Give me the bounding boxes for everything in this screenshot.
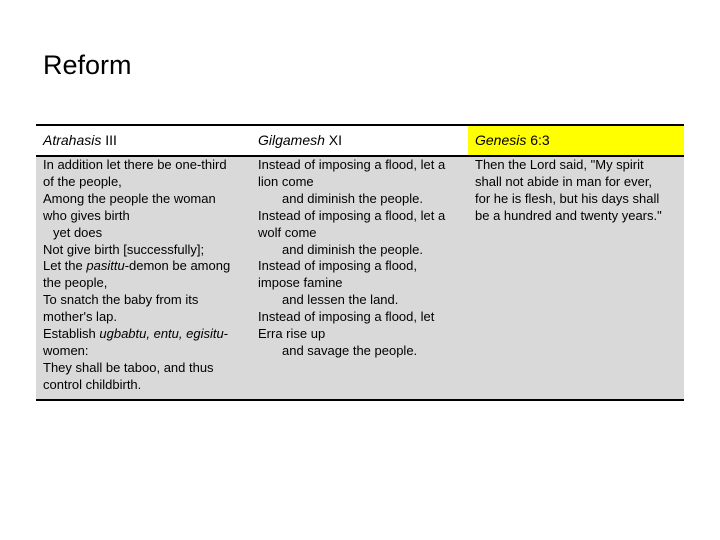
header-atrahasis xyxy=(36,126,251,155)
text-line: Then the Lord said, "My spirit xyxy=(475,157,644,172)
header-text: III xyxy=(101,132,117,148)
text-line: control childbirth. xyxy=(43,376,142,392)
header-text: XI xyxy=(324,132,343,148)
text-line xyxy=(43,258,249,275)
page-title: Reform xyxy=(43,50,132,80)
comparison-table xyxy=(36,124,684,401)
text-line: wolf come xyxy=(258,224,317,240)
text-line: Not give birth [successfully]; xyxy=(43,241,205,257)
text-line: Instead of imposing a flood, xyxy=(258,258,417,274)
cell-gilgamesh-text xyxy=(258,157,468,360)
text-line: the people, xyxy=(43,275,108,291)
text-line: who gives birth xyxy=(43,207,130,223)
text-line: To snatch the baby from its xyxy=(43,292,199,308)
text-fragment: Let the xyxy=(43,258,87,274)
text-line: In addition let there be one-third xyxy=(43,157,227,172)
text-line: and diminish the people. xyxy=(282,241,423,257)
header-text: Genesis xyxy=(475,132,527,148)
text-line: Among the people the woman xyxy=(43,190,216,206)
text-line: Instead of imposing a flood, let xyxy=(258,309,435,325)
text-line: Instead of imposing a flood, let a xyxy=(258,207,446,223)
text-line: impose famine xyxy=(258,275,343,291)
text-line: Instead of imposing a flood, let a xyxy=(258,157,446,172)
text-line xyxy=(43,326,249,343)
text-fragment: - xyxy=(223,326,229,342)
text-line: women: xyxy=(43,342,89,358)
text-line: yet does xyxy=(53,224,103,240)
text-line: of the people, xyxy=(43,173,122,189)
text-line: and savage the people. xyxy=(282,342,418,358)
text-line: They shall be taboo, and thus xyxy=(43,359,214,375)
header-text: 6:3 xyxy=(526,132,550,148)
cell-atrahasis-text xyxy=(43,157,249,394)
text-fragment: -demon be among xyxy=(124,258,231,274)
table-header-row xyxy=(36,126,684,157)
cell-genesis-text xyxy=(475,157,684,225)
text-line: shall not abide in man for ever, xyxy=(475,173,653,189)
header-gilgamesh xyxy=(251,126,467,155)
text-fragment: pasittu xyxy=(86,258,125,274)
text-line: be a hundred and twenty years." xyxy=(475,207,662,223)
header-text: Gilgamesh xyxy=(258,132,325,148)
text-line: Erra rise up xyxy=(258,326,326,342)
header-text: Atrahasis xyxy=(43,132,102,148)
text-line: and lessen the land. xyxy=(282,292,399,308)
text-line: for he is flesh, but his days shall xyxy=(475,190,660,206)
text-line: mother's lap. xyxy=(43,309,118,325)
text-line: and diminish the people. xyxy=(282,190,423,206)
text-line: lion come xyxy=(258,173,314,189)
text-fragment: Establish xyxy=(43,326,100,342)
header-genesis xyxy=(468,126,684,155)
text-fragment: ugbabtu, entu, egisitu xyxy=(99,326,224,342)
